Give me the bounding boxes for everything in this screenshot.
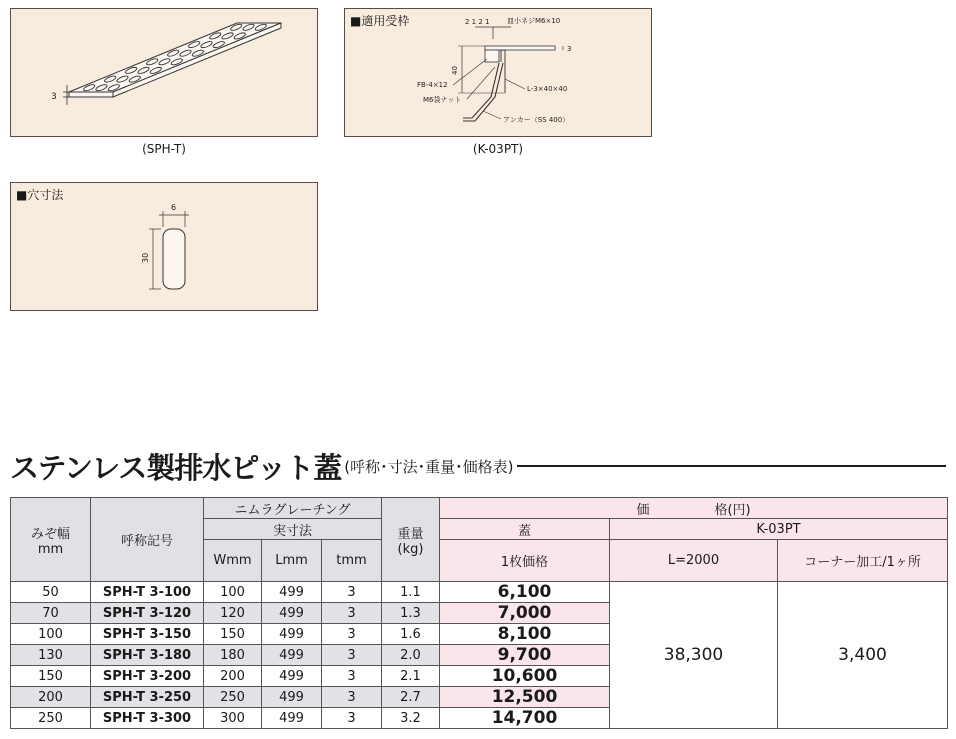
product-header: ニムラグレーチング xyxy=(204,498,382,519)
groove-width-header: みぞ幅 mm xyxy=(11,498,91,582)
cell-l: 499 xyxy=(262,645,322,666)
cell-t: 3 xyxy=(322,603,382,624)
per-piece-header: 1枚価格 xyxy=(440,540,610,582)
frame-panel-title: ■適用受枠 xyxy=(350,14,410,28)
actual-size-header: 実寸法 xyxy=(204,519,382,540)
anchor-label: アンカー（SS 400） xyxy=(503,116,570,124)
corner-header: コーナー加工/1ヶ所 xyxy=(778,540,948,582)
nut-label: M6袋ナット xyxy=(423,96,462,104)
hole-panel-title: ■穴寸法 xyxy=(16,188,64,202)
cell-weight: 2.0 xyxy=(382,645,440,666)
cell-lid-price: 6,100 xyxy=(440,582,610,603)
section-subtitle: (呼称･寸法･重量･価格表) xyxy=(344,457,514,476)
cell-frame-price-l2000: 38,300 xyxy=(610,582,778,729)
thickness-dimension: 3 xyxy=(51,92,57,102)
cell-w: 120 xyxy=(204,603,262,624)
cell-model: SPH-T 3-250 xyxy=(91,687,204,708)
dim-40-label: 40 xyxy=(451,66,459,75)
cell-w: 250 xyxy=(204,687,262,708)
frame-illustration xyxy=(345,9,651,136)
cell-lid-price: 10,600 xyxy=(440,666,610,687)
l2000-header: L=2000 xyxy=(610,540,778,582)
cell-w: 200 xyxy=(204,666,262,687)
cell-l: 499 xyxy=(262,582,322,603)
price-header: 価 格(円) xyxy=(440,498,948,519)
spec-price-table xyxy=(10,497,948,729)
cell-t: 3 xyxy=(322,624,382,645)
cell-groove-width: 70 xyxy=(11,603,91,624)
cell-lid-price: 7,000 xyxy=(440,603,610,624)
hole-illustration xyxy=(11,183,317,310)
cell-weight: 2.1 xyxy=(382,666,440,687)
screw-label: 皿小ネジM6×10 xyxy=(507,17,561,25)
cell-model: SPH-T 3-120 xyxy=(91,603,204,624)
cell-corner-price: 3,400 xyxy=(778,582,948,729)
cell-w: 150 xyxy=(204,624,262,645)
heading-rule xyxy=(517,465,946,467)
cell-l: 499 xyxy=(262,666,322,687)
frame-header: K-03PT xyxy=(610,519,948,540)
flatbar-label: FB-4×12 xyxy=(417,81,448,89)
cell-groove-width: 50 xyxy=(11,582,91,603)
grating-drawing-panel xyxy=(10,8,318,137)
dim-3-label: 3 xyxy=(567,45,572,53)
weight-header: 重量 (kg) xyxy=(382,498,440,582)
w-header: Wmm xyxy=(204,540,262,582)
cell-weight: 1.3 xyxy=(382,603,440,624)
cell-w: 100 xyxy=(204,582,262,603)
model-header: 呼称記号 xyxy=(91,498,204,582)
cell-weight: 1.6 xyxy=(382,624,440,645)
cell-model: SPH-T 3-100 xyxy=(91,582,204,603)
cell-groove-width: 200 xyxy=(11,687,91,708)
cell-lid-price: 9,700 xyxy=(440,645,610,666)
cell-model: SPH-T 3-200 xyxy=(91,666,204,687)
hole-drawing-panel xyxy=(10,182,318,311)
cell-weight: 2.7 xyxy=(382,687,440,708)
grating-caption: (SPH-T) xyxy=(142,142,186,156)
cell-lid-price: 8,100 xyxy=(440,624,610,645)
cell-lid-price: 14,700 xyxy=(440,708,610,729)
cell-model: SPH-T 3-300 xyxy=(91,708,204,729)
grating-illustration xyxy=(11,9,317,136)
cell-groove-width: 250 xyxy=(11,708,91,729)
cell-weight: 1.1 xyxy=(382,582,440,603)
cell-w: 300 xyxy=(204,708,262,729)
cell-model: SPH-T 3-150 xyxy=(91,624,204,645)
cell-lid-price: 12,500 xyxy=(440,687,610,708)
cell-model: SPH-T 3-180 xyxy=(91,645,204,666)
hole-width-dimension: 6 xyxy=(171,203,177,212)
frame-drawing-panel xyxy=(344,8,652,137)
hole-length-dimension: 30 xyxy=(141,252,150,263)
table-row xyxy=(11,582,948,603)
cell-w: 180 xyxy=(204,645,262,666)
cell-t: 3 xyxy=(322,666,382,687)
cell-groove-width: 130 xyxy=(11,645,91,666)
angle-label: L-3×40×40 xyxy=(527,85,568,93)
cell-t: 3 xyxy=(322,582,382,603)
section-heading xyxy=(10,446,946,486)
cell-t: 3 xyxy=(322,645,382,666)
frame-caption: (K-03PT) xyxy=(472,142,524,156)
cell-t: 3 xyxy=(322,687,382,708)
t-header: tmm xyxy=(322,540,382,582)
cell-weight: 3.2 xyxy=(382,708,440,729)
cell-l: 499 xyxy=(262,624,322,645)
cell-l: 499 xyxy=(262,708,322,729)
cell-t: 3 xyxy=(322,708,382,729)
cell-groove-width: 100 xyxy=(11,624,91,645)
lid-header: 蓋 xyxy=(440,519,610,540)
cell-groove-width: 150 xyxy=(11,666,91,687)
section-title: ステンレス製排水ピット蓋 xyxy=(10,450,342,485)
top-dimension: 2 1 2 1 xyxy=(465,18,490,26)
cell-l: 499 xyxy=(262,603,322,624)
l-header: Lmm xyxy=(262,540,322,582)
cell-l: 499 xyxy=(262,687,322,708)
